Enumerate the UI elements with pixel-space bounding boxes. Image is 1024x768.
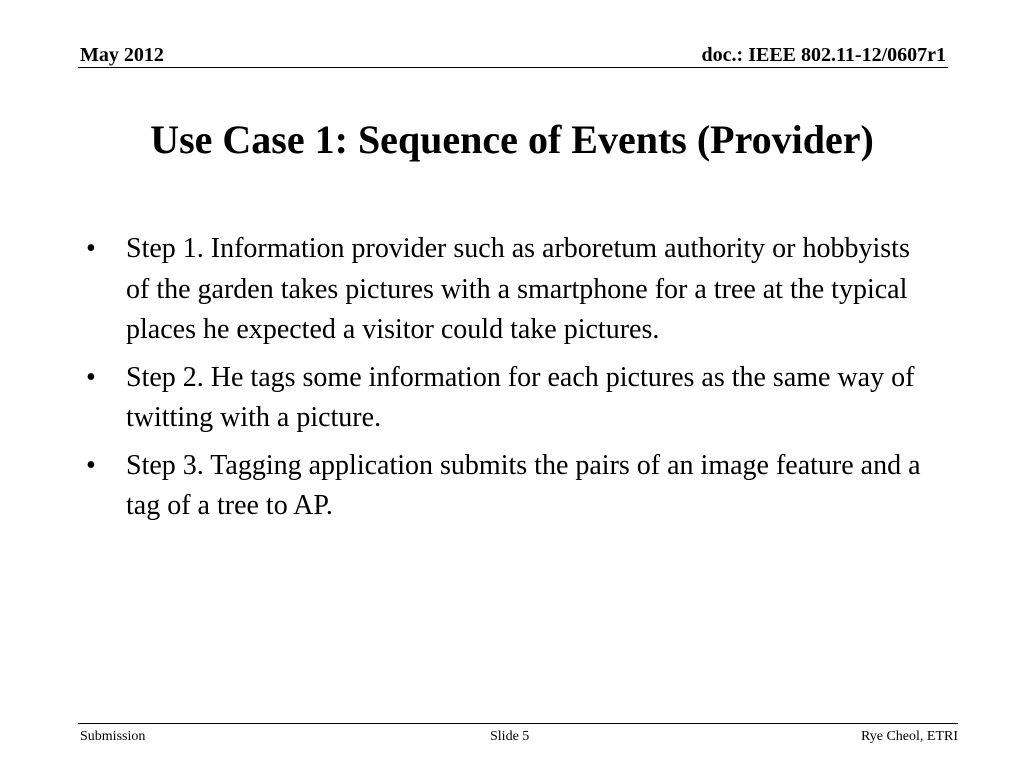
header-doc-id: doc.: IEEE 802.11-12/0607r1 (701, 44, 946, 66)
bullet-dot-icon: • (86, 361, 96, 393)
bullet-text: Step 3. Tagging application submits the pairs of an image feature and a tag of a tree to AP. (126, 449, 921, 521)
footer-author: Rye Cheol, ETRI (860, 729, 958, 744)
footer-slide-number: Slide 5 (490, 729, 530, 744)
bullet-item-step-1 (82, 229, 932, 351)
bullet-text: Step 1. Information provider such as arboretum authority or hobbyists of the garden takes pictures with a smartphone for a tree at the typical places he expected a visitor could take pictures. (126, 233, 910, 345)
footer-divider (78, 723, 958, 724)
header-date: May 2012 (80, 44, 164, 66)
header-divider (78, 67, 948, 68)
bullet-text: Step 2. He tags some information for each pictures as the same way of twitting with a picture. (126, 361, 915, 433)
bullet-item-step-3 (82, 446, 932, 527)
footer-submission: Submission (80, 729, 146, 744)
bullet-dot-icon: • (86, 233, 96, 264)
bullet-dot-icon: • (86, 449, 96, 481)
slide-title: Use Case 1: Sequence of Events (Provider) (150, 117, 874, 162)
bullet-list (82, 229, 932, 534)
bullet-item-step-2 (82, 358, 932, 439)
